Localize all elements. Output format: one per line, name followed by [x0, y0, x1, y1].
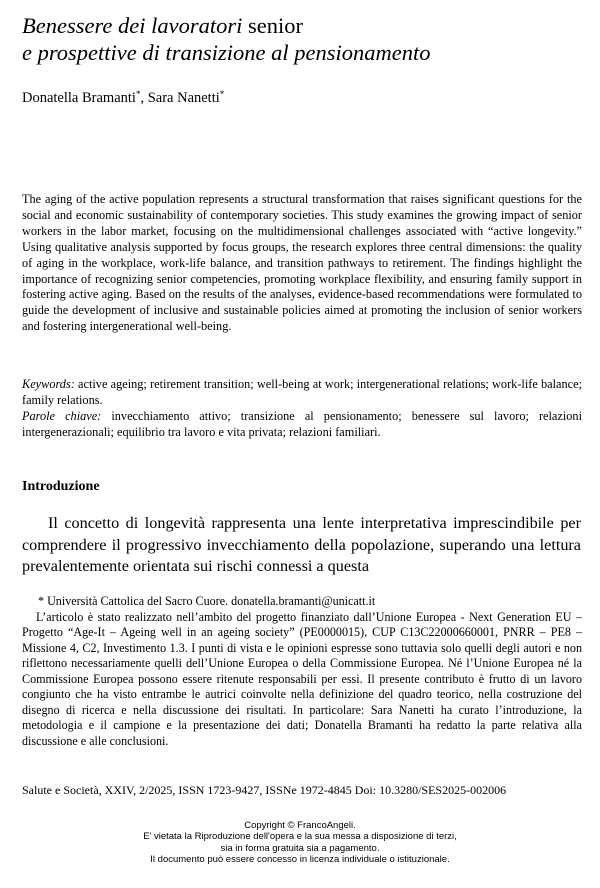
parole-chiave-text: invecchiamento attivo; transizione al pensionamento; benessere sul lavoro; relazioni intergenerazionali; equilibrio tra lavoro e vita privata; relazioni familiari.	[22, 408, 582, 439]
author-line	[22, 85, 224, 107]
section-heading: Introduzione	[22, 479, 100, 494]
footnote-mark: *	[135, 89, 141, 99]
copyright-line: Il documento può essere concesso in licenza individuale o istituzionale.	[150, 853, 450, 865]
keywords-block	[22, 377, 582, 441]
funding-footnote: L’articolo è stato realizzato nell’ambito del progetto finanziato dall’Unione Europea - Next Generation EU – Progetto “Age-It – Ageing well in an ageing society” (PE0000015), CUP C13C22000660001, PNRR – PE8 – Missione 4, C2, Investimento 1.3. I punti di vista e le opinioni espresse sono tuttavia solo quelli degli autori e non riflettono necessariamente quelli dell’Unione Europea o della Commissione Europea. Né l’Unione Europea né la Commissione Europea possono essere ritenute responsabili per essi. Il presente contributo è frutto di un lavoro congiunto che ha visto entrambe le autrici coinvolte nella definizione del quadro teorico, nella costruzione del disegno di ricerca e nella discussione dei risultati. In particolare: Sara Nanetti ha curato l’introduzione, la metodologia e il campione e la presentazione dei dati; Donatella Bramanti ha redatto la parte relativa alla discussione e alle conclusioni.	[22, 609, 582, 748]
keywords-text: active ageing; retirement transition; well-being at work; intergenerational relations; work-life balance; family relations.	[22, 377, 582, 407]
footnote-mark: *	[219, 89, 225, 99]
affiliation-footnote: * Università Cattolica del Sacro Cuore. donatella.bramanti@unicatt.it	[38, 594, 376, 608]
abstract-text: The aging of the active population represents a structural transformation that raises significant questions for the social and economic sustainability of contemporary societies. This study examines the growing impact of senior workers in the labor market, focusing on the multidimensional challenges associated with “active longevity.” Using qualitative analysis supported by focus groups, the research explores three central dimensions: the quality of aging in the workplace, work-life balance, and transition pathways to retirement. The findings highlight the importance of recognizing senior competencies, promoting workplace flexibility, and ensuring family support in fostering active aging. Based on the results of the analyses, evidence-based recommendations were formulated to guide the development of inclusive and sustainable policies aimed at promoting the inclusion of senior workers and fostering intergenerational well-being.	[22, 192, 582, 334]
author-separator: ,	[140, 90, 148, 106]
citation-line: Salute e Società, XXIV, 2/2025, ISSN 1723-9427, ISSNe 1972-4845 Doi: 10.3280/SES2025-002006	[22, 783, 507, 797]
parole-chiave-label: Parole chiave:	[22, 408, 102, 423]
keywords-label: Keywords:	[22, 377, 75, 391]
title-italic-part: Benessere dei lavoratori	[22, 13, 243, 38]
footnotes	[22, 594, 582, 749]
article-title	[22, 12, 582, 66]
copyright-line: sia in forma gratuita sia a pagamento.	[220, 842, 380, 854]
copyright-line: Copyright © FrancoAngeli.	[244, 820, 356, 831]
copyright-line: E' vietata la Riproduzione dell'opera e la sua messa a disposizione di terzi,	[143, 831, 457, 843]
author-name: Sara Nanetti	[147, 90, 220, 106]
title-line1-rest: senior	[242, 13, 303, 38]
title-line2: e prospettive di transizione al pensionamento	[22, 40, 431, 65]
intro-paragraph: Il concetto di longevità rappresenta una lente interpretativa imprescindibile per comprendere il progressivo invecchiamento della popolazione, superando una lettura prevalentemente orientata sui rischi connessi a questa	[22, 514, 581, 576]
author-name: Donatella Bramanti	[22, 90, 136, 106]
copyright-notice	[0, 820, 600, 865]
